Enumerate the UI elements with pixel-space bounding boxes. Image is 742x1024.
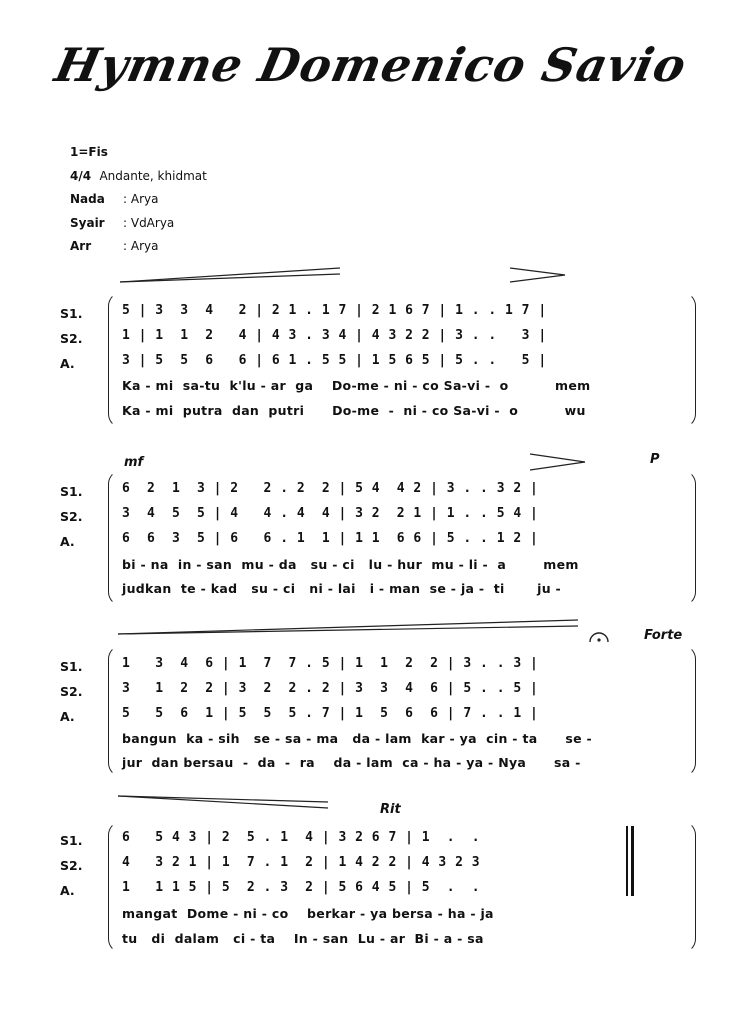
voice-label-s2: S2. bbox=[60, 684, 83, 699]
notes-s2: 4 3 2 1 | 1 7 . 1 2 | 1 4 2 2 | 4 3 2 3 bbox=[122, 855, 481, 870]
crescendo-hairpin bbox=[118, 616, 588, 642]
voice-label-s2: S2. bbox=[60, 331, 83, 346]
voice-label-s1: S1. bbox=[60, 484, 83, 499]
tempo-line: 4/4 Andante, khidmat bbox=[70, 168, 207, 183]
dynamic-marking: Rit bbox=[380, 802, 401, 817]
notes-a: 6 6 3 5 | 6 6 . 1 1 | 1 1 6 6 | 5 . . 1 2 | bbox=[122, 531, 539, 546]
final-barline bbox=[631, 826, 634, 896]
dynamic-marking: P bbox=[650, 452, 660, 467]
lyric-verse-1: Ka - mi sa-tu k'lu - ar ga Do-me - ni - co Sa-vi - o mem bbox=[122, 378, 591, 393]
voice-label-s2: S2. bbox=[60, 509, 83, 524]
syair-line: Syair : VdArya bbox=[70, 215, 175, 230]
decrescendo-hairpin bbox=[118, 792, 338, 818]
notes-a: 1 1 1 5 | 5 2 . 3 2 | 5 6 4 5 | 5 . . bbox=[122, 880, 481, 895]
lyric-verse-2: tu di dalam ci - ta In - san Lu - ar Bi - a - sa bbox=[122, 931, 484, 946]
notes-s2: 1 | 1 1 2 4 | 4 3 . 3 4 | 4 3 2 2 | 3 . . 3 | bbox=[122, 328, 547, 343]
notes-s2: 3 1 2 2 | 3 2 2 . 2 | 3 3 4 6 | 5 . . 5 | bbox=[122, 681, 539, 696]
final-barline bbox=[626, 826, 628, 896]
notes-s1: 6 5 4 3 | 2 5 . 1 4 | 3 2 6 7 | 1 . . bbox=[122, 830, 481, 845]
voice-label-s1: S1. bbox=[60, 306, 83, 321]
notes-s1: 6 2 1 3 | 2 2 . 2 2 | 5 4 4 2 | 3 . . 3 2 | bbox=[122, 481, 539, 496]
notes-a: 3 | 5 5 6 6 | 6 1 . 5 5 | 1 5 6 5 | 5 . . 5 | bbox=[122, 353, 547, 368]
lyric-verse-2: judkan te - kad su - ci ni - lai i - man se - ja - ti ju - bbox=[122, 581, 562, 596]
voice-label-a: A. bbox=[60, 883, 75, 898]
notes-a: 5 5 6 1 | 5 5 5 . 7 | 1 5 6 6 | 7 . . 1 | bbox=[122, 706, 539, 721]
page-title: Hymne Domenico Savio bbox=[50, 38, 692, 92]
lyric-verse-1: bi - na in - san mu - da su - ci lu - hur mu - li - a mem bbox=[122, 557, 579, 572]
dynamic-marking: mf bbox=[124, 455, 144, 470]
crescendo-hairpin bbox=[120, 262, 570, 290]
voice-label-a: A. bbox=[60, 709, 75, 724]
voice-label-a: A. bbox=[60, 534, 75, 549]
fermata-icon bbox=[588, 630, 610, 644]
song-info bbox=[70, 141, 207, 259]
notes-s1: 1 3 4 6 | 1 7 7 . 5 | 1 1 2 2 | 3 . . 3 | bbox=[122, 656, 539, 671]
lyric-verse-1: bangun ka - sih se - sa - ma da - lam kar - ya cin - ta se - bbox=[122, 731, 593, 746]
voice-label-s1: S1. bbox=[60, 833, 83, 848]
notes-s2: 3 4 5 5 | 4 4 . 4 4 | 3 2 2 1 | 1 . . 5 4 | bbox=[122, 506, 539, 521]
voice-label-a: A. bbox=[60, 356, 75, 371]
lyric-verse-2: jur dan bersau - da - ra da - lam ca - ha - ya - Nya sa - bbox=[122, 755, 581, 770]
nada-line: Nada : Arya bbox=[70, 192, 159, 206]
arr-line: Arr : Arya bbox=[70, 239, 159, 253]
lyric-verse-1: mangat Dome - ni - co berkar - ya bersa - ha - ja bbox=[122, 906, 494, 921]
key-signature: 1=Fis bbox=[70, 145, 108, 159]
notes-s1: 5 | 3 3 4 2 | 2 1 . 1 7 | 2 1 6 7 | 1 . . 1 7 | bbox=[122, 303, 547, 318]
lyric-verse-2: Ka - mi putra dan putri Do-me - ni - co Sa-vi - o wu bbox=[122, 403, 586, 418]
voice-label-s1: S1. bbox=[60, 659, 83, 674]
dynamic-marking: Forte bbox=[644, 628, 683, 643]
voice-label-s2: S2. bbox=[60, 858, 83, 873]
